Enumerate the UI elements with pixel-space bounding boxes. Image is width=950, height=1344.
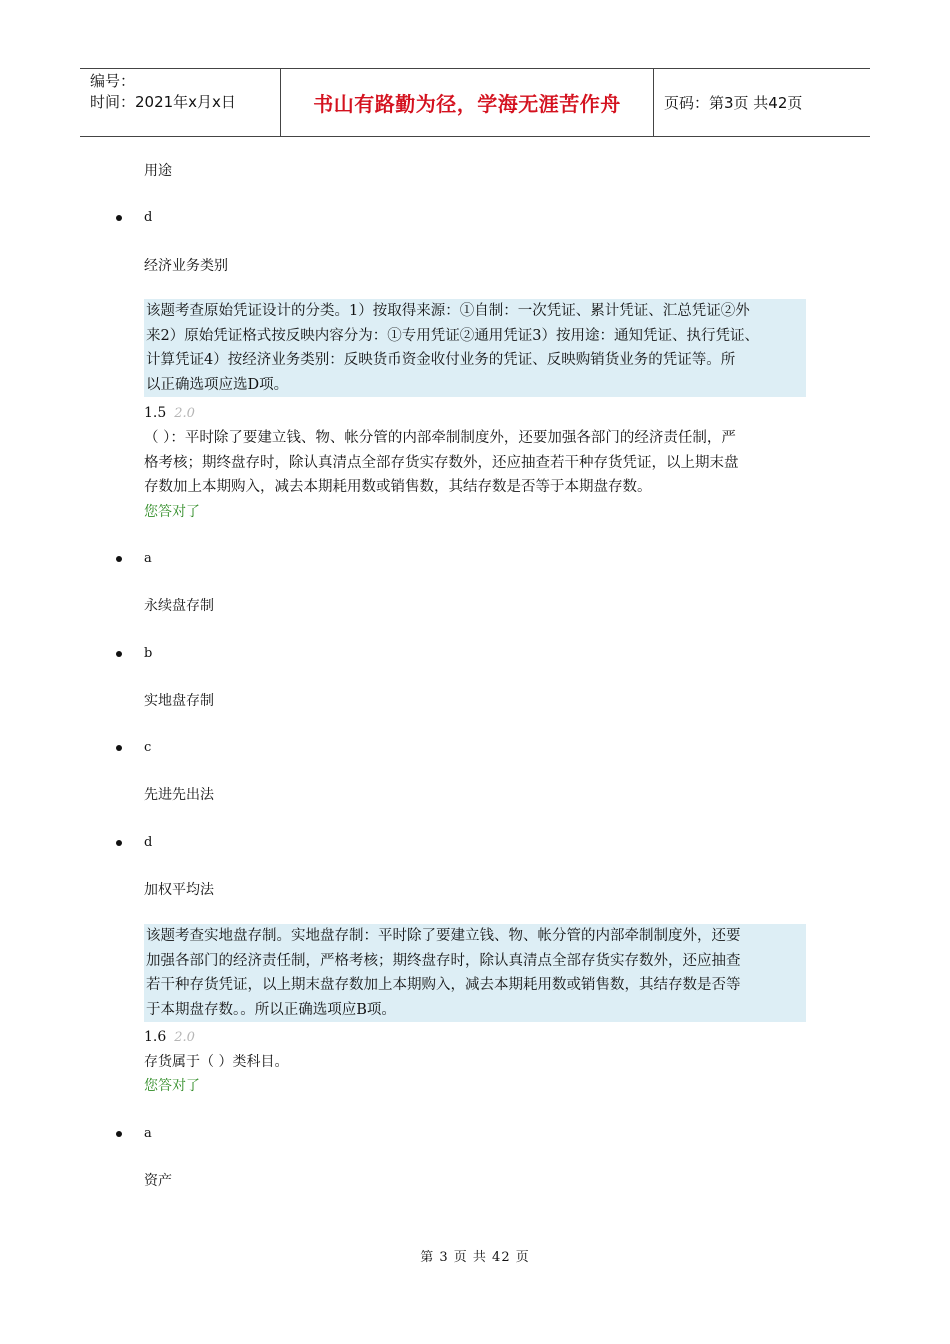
explanation-line: 来2）原始凭证格式按反映内容分为：①专用凭证②通用凭证3）按用途：通知凭证、执行凭证、 — [146, 327, 759, 344]
serial-number-label: 编号： — [90, 72, 136, 90]
bullet-icon — [116, 215, 122, 221]
bullet-icon — [116, 556, 122, 562]
question-line: 存数加上本期购入，减去本期耗用数或销售数，其结存数是否等于本期盘存数。 — [144, 479, 652, 495]
option-a-letter[interactable]: a — [144, 1126, 152, 1141]
explanation-box-2 — [144, 924, 806, 1022]
option-d-letter[interactable]: d — [144, 835, 153, 850]
question-number-1-5 — [144, 404, 195, 423]
bullet-icon — [116, 745, 122, 751]
option-d-text-prev: 经济业务类别 — [144, 258, 228, 274]
answer-result: 您答对了 — [144, 1078, 200, 1094]
question-number: 1.6 — [144, 1029, 167, 1045]
bullet-icon — [116, 840, 122, 846]
question-number: 1.5 — [144, 405, 167, 421]
bullet-icon — [116, 651, 122, 657]
explanation-line: 计算凭证4）按经济业务类别：反映货币资金收付业务的凭证、反映购销货业务的凭证等。所 — [146, 352, 736, 368]
header-motto-cell — [281, 69, 654, 136]
question-score: 2.0 — [174, 1030, 195, 1045]
option-a-text: 资产 — [144, 1173, 172, 1189]
option-a-letter[interactable]: a — [144, 551, 152, 566]
page-info-text: 页码：第3页 共42页 — [664, 94, 803, 112]
option-d-text: 加权平均法 — [144, 882, 214, 898]
explanation-line: 以正确选项应选D项。 — [146, 376, 289, 393]
question-text-1-6: 存货属于（ ）类科目。 — [144, 1054, 289, 1070]
explanation-line: 该题考查原始凭证设计的分类。1）按取得来源：①自制：一次凭证、累计凭证、汇总凭证②外 — [146, 303, 750, 319]
explanation-line: 该题考查实地盘存制。实地盘存制：平时除了要建立钱、物、帐分管的内部牵制制度外，还要 — [146, 928, 741, 944]
option-b-letter[interactable]: b — [144, 646, 153, 661]
option-c-text: 先进先出法 — [144, 787, 214, 803]
question-line: （ ）：平时除了要建立钱、物、帐分管的内部牵制制度外，还要加强各部门的经济责任制，严 — [144, 430, 736, 446]
page-footer: 第 3 页 共 42 页 — [420, 1250, 530, 1265]
option-b-text: 实地盘存制 — [144, 693, 214, 709]
explanation-box-1 — [144, 299, 806, 397]
motto-text: 书山有路勤为径，学海无涯苦作舟 — [313, 92, 621, 116]
answer-result: 您答对了 — [144, 504, 200, 520]
header-meta — [80, 69, 281, 136]
option-d-letter-prev[interactable]: d — [144, 210, 153, 225]
page-header — [80, 68, 870, 137]
question-text-1-5 — [144, 426, 824, 500]
question-score: 2.0 — [174, 406, 195, 421]
explanation-line: 若干种存货凭证，以上期末盘存数加上本期购入，减去本期耗用数或销售数，其结存数是否等 — [146, 977, 741, 993]
bullet-icon — [116, 1131, 122, 1137]
date-label: 时间：2021年x月x日 — [90, 93, 236, 111]
explanation-line: 于本期盘存数。。所以正确选项应B项。 — [146, 1001, 396, 1018]
option-c-text-prev: 用途 — [144, 163, 172, 179]
header-page-info — [654, 69, 870, 136]
question-line: 格考核；期终盘存时，除认真清点全部存货实存数外，还应抽查若干种存货凭证，以上期末盘 — [144, 454, 739, 471]
question-number-1-6 — [144, 1028, 195, 1047]
explanation-line: 加强各部门的经济责任制，严格考核；期终盘存时，除认真清点全部存货实存数外，还应抽查 — [146, 952, 741, 969]
option-a-text: 永续盘存制 — [144, 598, 214, 614]
option-c-letter[interactable]: c — [144, 740, 152, 755]
